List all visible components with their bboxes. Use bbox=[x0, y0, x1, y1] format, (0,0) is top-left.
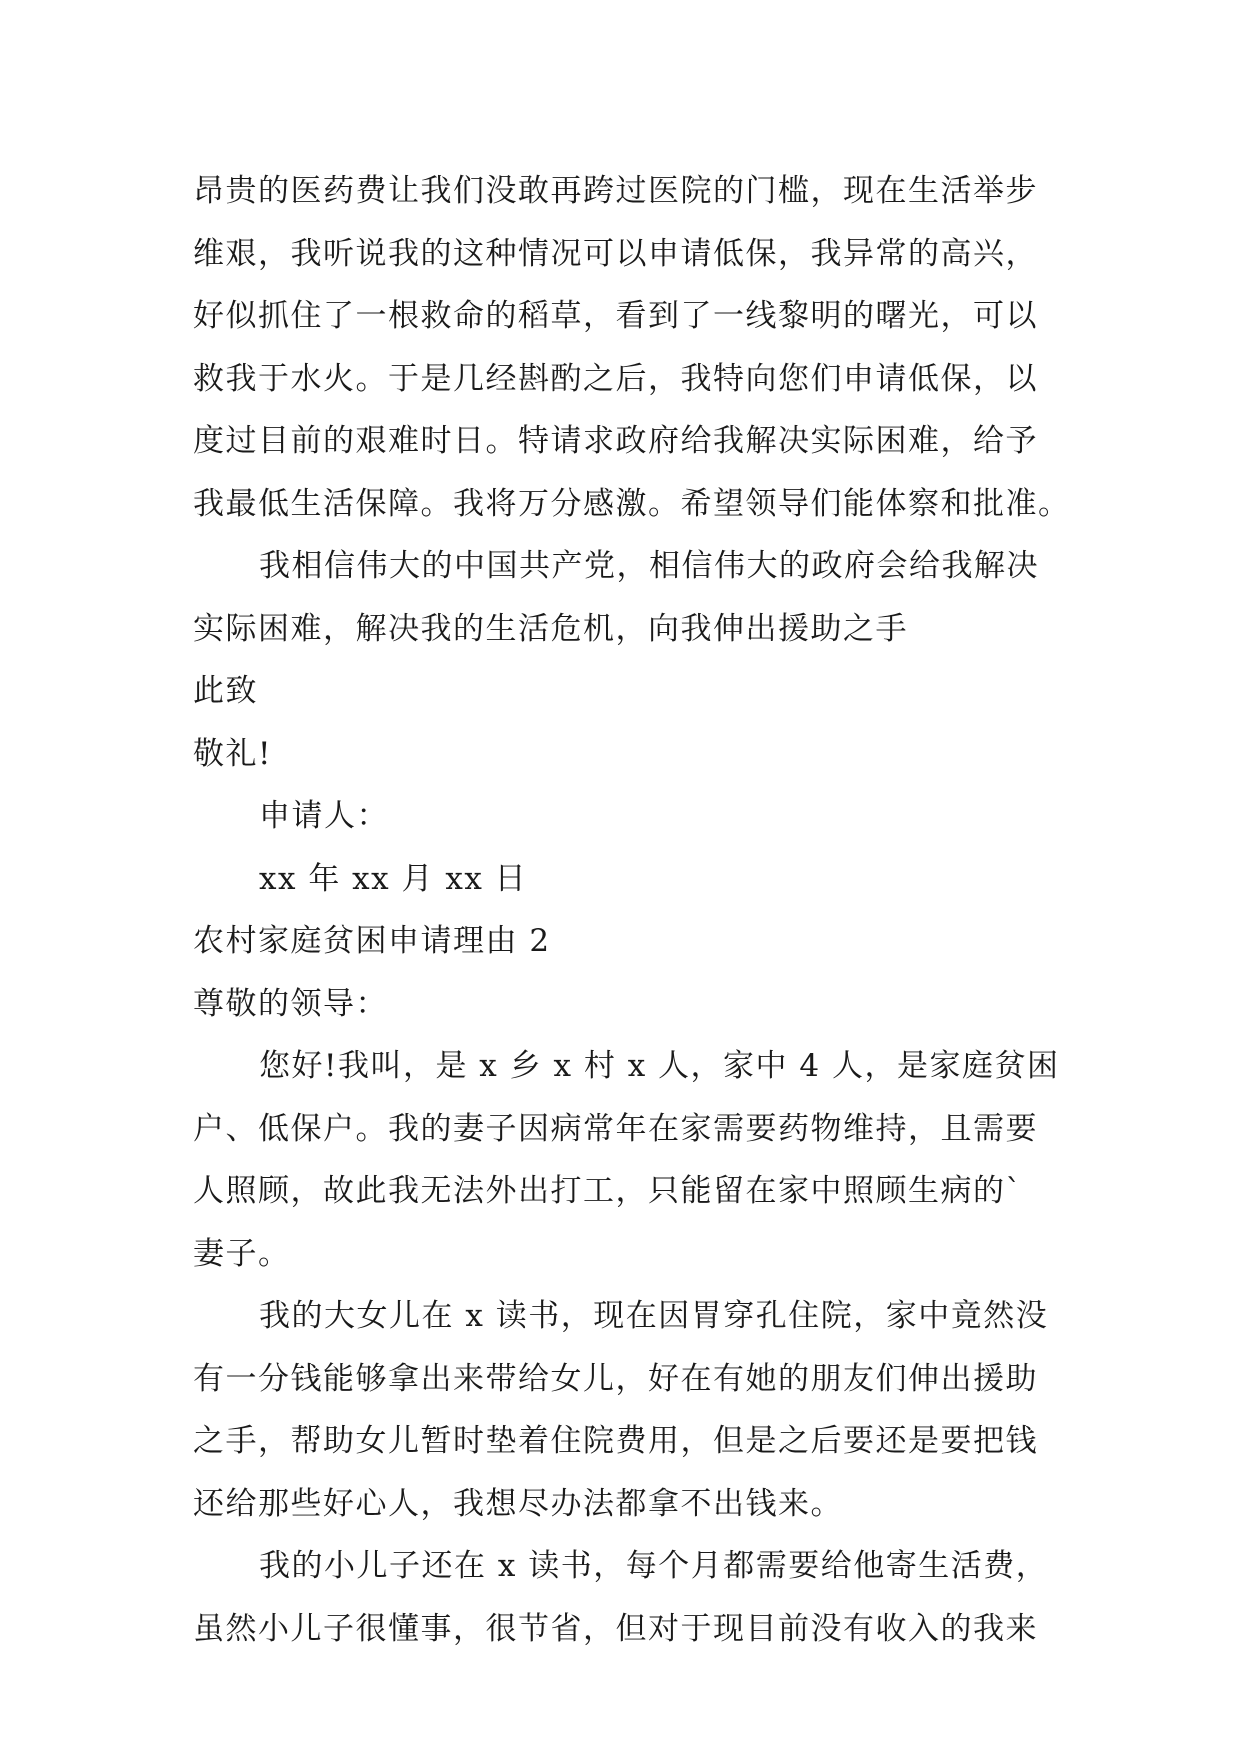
text-line: 虽然小儿子很懂事，很节省，但对于现目前没有收入的我来 bbox=[193, 1610, 1038, 1647]
text-line: 我最低生活保障。我将万分感激。希望领导们能体察和批准。 bbox=[193, 485, 1071, 522]
text-line: 人照顾，故此我无法外出打工，只能留在家中照顾生病的` bbox=[193, 1173, 1023, 1209]
text-line: 昂贵的医药费让我们没敢再跨过医院的门槛，现在生活举步 bbox=[193, 173, 1038, 209]
text-line: 之手，帮助女儿暂时垫着住院费用，但是之后要还是要把钱 bbox=[193, 1423, 1038, 1459]
applicant-signature-label: 申请人： bbox=[259, 798, 389, 834]
greeting: 尊敬的领导： bbox=[193, 985, 388, 1022]
text-line: 实际困难，解决我的生活危机，向我伸出援助之手 bbox=[193, 610, 908, 647]
signature-date: xx 年 xx 月 xx 日 bbox=[259, 860, 528, 897]
section-title: 农村家庭贫困申请理由 2 bbox=[193, 923, 551, 959]
closing-salutation: 此致 bbox=[193, 673, 258, 709]
document-body bbox=[193, 160, 1073, 1660]
text-line: 救我于水火。于是几经斟酌之后，我特向您们申请低保，以 bbox=[193, 360, 1038, 397]
text-line: 有一分钱能够拿出来带给女儿，好在有她的朋友们伸出援助 bbox=[193, 1360, 1038, 1397]
closing-respect: 敬礼! bbox=[193, 735, 272, 772]
paragraph-start-line: 我的大女儿在 x 读书，现在因胃穿孔住院，家中竟然没 bbox=[259, 1298, 1049, 1334]
paragraph-start-line: 我的小儿子还在 x 读书，每个月都需要给他寄生活费， bbox=[259, 1548, 1049, 1584]
text-line: 度过目前的艰难时日。特请求政府给我解决实际困难，给予 bbox=[193, 423, 1038, 459]
text-line: 妻子。 bbox=[193, 1235, 291, 1272]
paragraph-start-line: 我相信伟大的中国共产党，相信伟大的政府会给我解决 bbox=[259, 548, 1039, 584]
text-line: 维艰，我听说我的这种情况可以申请低保，我异常的高兴， bbox=[193, 235, 1038, 272]
text-line: 还给那些好心人，我想尽办法都拿不出钱来。 bbox=[193, 1485, 843, 1522]
text-line: 好似抓住了一根救命的稻草，看到了一线黎明的曙光，可以 bbox=[193, 298, 1038, 334]
paragraph-start-line: 您好!我叫，是 x 乡 x 村 x 人，家中 4 人，是家庭贫困 bbox=[259, 1048, 1060, 1084]
text-line: 户、低保户。我的妻子因病常年在家需要药物维持，且需要 bbox=[193, 1110, 1038, 1147]
